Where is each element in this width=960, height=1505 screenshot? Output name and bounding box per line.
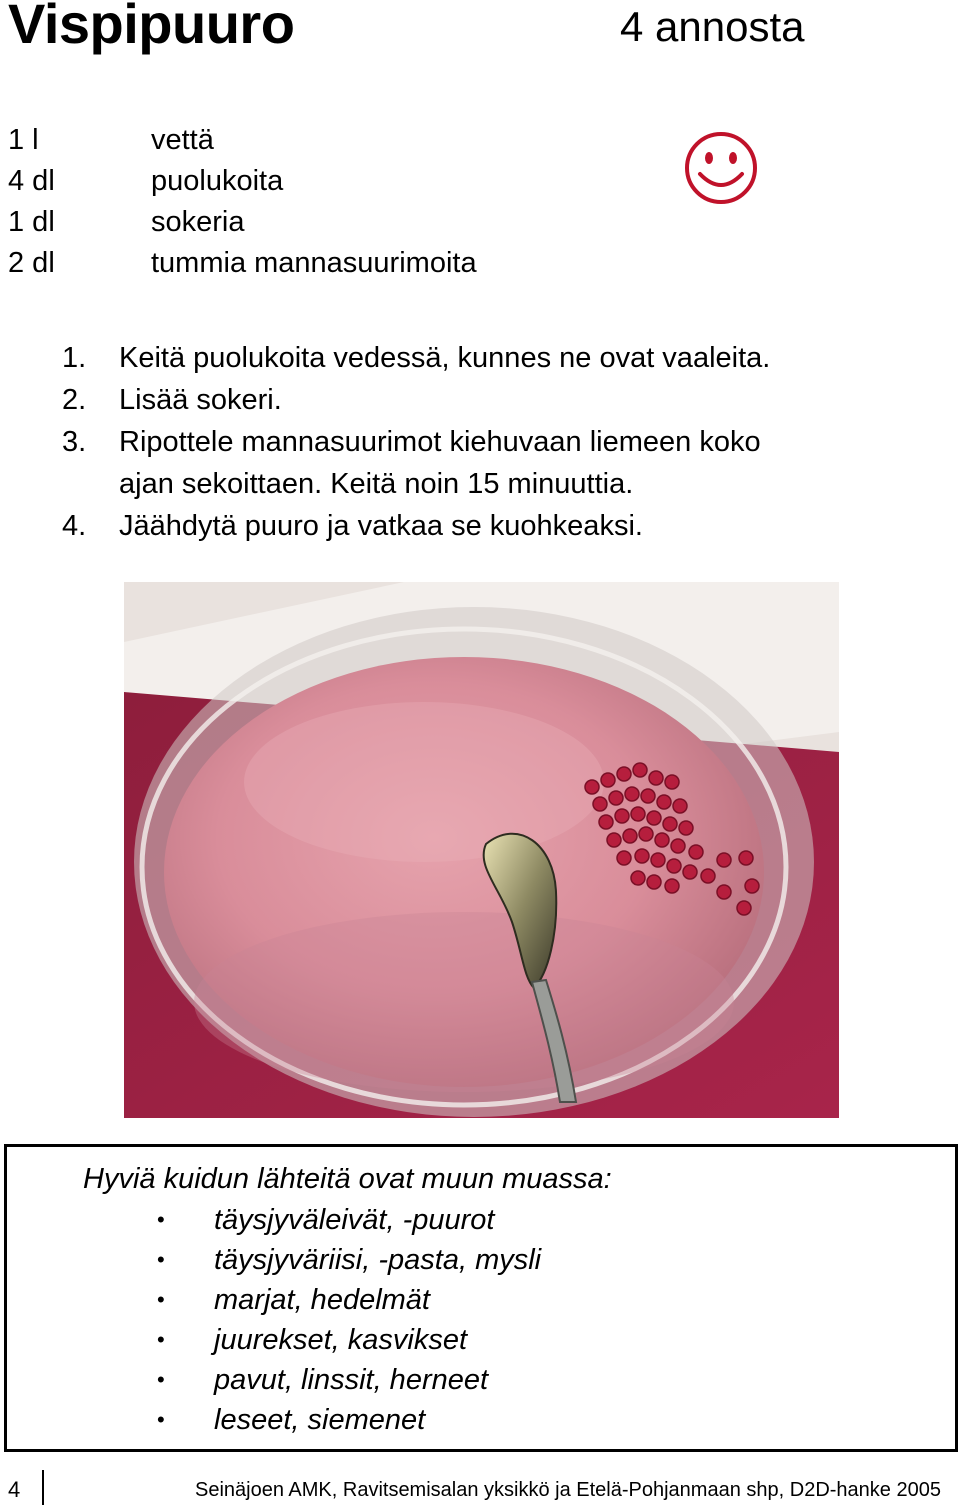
footer-divider — [42, 1470, 44, 1505]
instruction-list — [62, 337, 922, 547]
ingredient-amount: 1 dl — [8, 206, 55, 238]
list-item — [157, 1280, 541, 1320]
ingredient-row — [8, 202, 477, 243]
step-number: 1. — [62, 342, 87, 374]
bullet-icon: • — [157, 1247, 165, 1272]
ingredient-name: vettä — [151, 124, 214, 156]
step-text — [119, 337, 922, 379]
list-item — [157, 1200, 541, 1240]
recipe-title: Vispipuuro — [8, 0, 295, 55]
ingredient-name: sokeria — [151, 206, 245, 238]
fiber-item-text: täysjyväleivät, -puurot — [214, 1204, 495, 1236]
ingredient-row — [8, 120, 477, 161]
servings-label: 4 annosta — [620, 3, 805, 50]
fiber-list — [157, 1200, 541, 1440]
instruction-step — [62, 421, 922, 505]
step-text — [119, 505, 922, 547]
list-item — [157, 1360, 541, 1400]
step-line: Keitä puolukoita vedessä, kunnes ne ovat vaaleita. — [119, 342, 771, 374]
bullet-icon: • — [157, 1327, 165, 1352]
step-line: Lisää sokeri. — [119, 384, 282, 416]
ingredient-amount: 4 dl — [8, 165, 55, 197]
instruction-step — [62, 379, 922, 421]
step-line: Jäähdytä puuro ja vatkaa se kuohkeaksi. — [119, 510, 643, 542]
bullet-icon: • — [157, 1207, 165, 1232]
list-item — [157, 1240, 541, 1280]
ingredient-name: puolukoita — [151, 165, 284, 197]
fiber-box-title: Hyviä kuidun lähteitä ovat muun muassa: — [83, 1163, 612, 1195]
step-line: Ripottele mannasuurimot kiehuvaan liemeen koko — [119, 426, 761, 458]
ingredient-name: tummia mannasuurimoita — [151, 247, 477, 279]
step-text — [119, 421, 922, 505]
step-number: 3. — [62, 426, 87, 458]
smiley-face-icon — [683, 130, 759, 206]
fiber-item-text: leseet, siemenet — [214, 1404, 426, 1436]
step-number: 4. — [62, 510, 87, 542]
ingredient-amount: 2 dl — [8, 247, 55, 279]
fiber-sources-box — [4, 1144, 958, 1452]
list-item — [157, 1400, 541, 1440]
porridge-photo — [124, 582, 839, 1118]
fiber-item-text: täysjyväriisi, -pasta, mysli — [214, 1244, 542, 1276]
instruction-step — [62, 337, 922, 379]
bullet-icon: • — [157, 1367, 165, 1392]
fiber-item-text: juurekset, kasvikset — [214, 1324, 468, 1356]
footer-credit: Seinäjoen AMK, Ravitsemisalan yksikkö ja Etelä-Pohjanmaan shp, D2D-hanke 2005 — [195, 1479, 941, 1501]
instruction-step — [62, 505, 922, 547]
step-number: 2. — [62, 384, 87, 416]
page-number: 4 — [8, 1477, 21, 1502]
fiber-item-text: marjat, hedelmät — [214, 1284, 430, 1316]
ingredient-row — [8, 161, 477, 202]
ingredient-amount: 1 l — [8, 124, 39, 156]
step-line: ajan sekoittaen. Keitä noin 15 minuuttia. — [119, 468, 634, 500]
bullet-icon: • — [157, 1287, 165, 1312]
ingredient-list — [8, 120, 477, 284]
ingredient-row — [8, 243, 477, 284]
bullet-icon: • — [157, 1407, 165, 1432]
step-text — [119, 379, 922, 421]
fiber-item-text: pavut, linssit, herneet — [214, 1364, 489, 1396]
list-item — [157, 1320, 541, 1360]
